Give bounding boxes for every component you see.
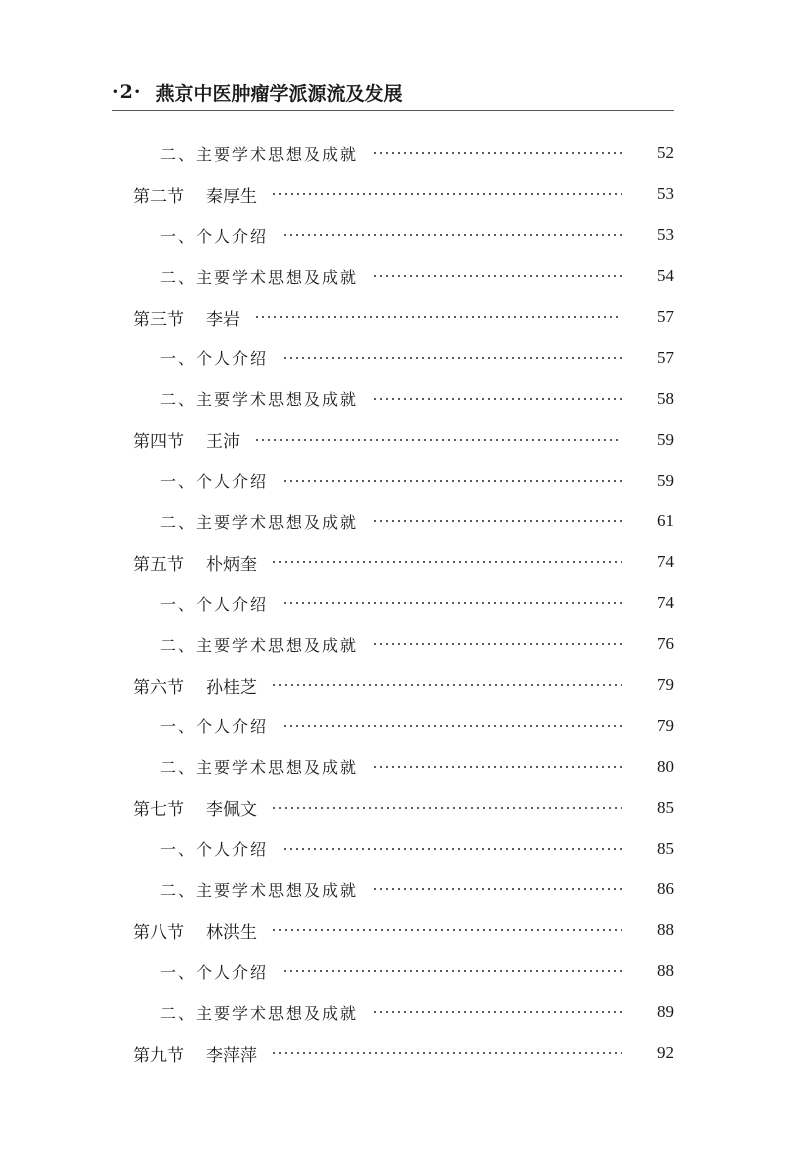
- toc-item-row[interactable]: [0, 501, 800, 542]
- toc-item-row[interactable]: [0, 337, 800, 378]
- dot-leader: [271, 807, 622, 809]
- dot-leader: [282, 848, 622, 850]
- toc-section-row[interactable]: [0, 542, 800, 583]
- toc-item-row[interactable]: [0, 951, 800, 992]
- toc-item-row[interactable]: [0, 705, 800, 746]
- toc-page-number: 74: [657, 593, 674, 613]
- dot-leader: [271, 1052, 622, 1054]
- dot-leader: [282, 602, 622, 604]
- toc-page-number: 53: [657, 225, 674, 245]
- toc-item-row[interactable]: [0, 583, 800, 624]
- dot-leader: [372, 888, 622, 890]
- toc-page-number: 53: [657, 184, 674, 204]
- section-label: 第六节: [133, 677, 184, 698]
- toc-title: 二、主要学术思想及成就: [160, 880, 359, 900]
- dot-leader: [282, 970, 622, 972]
- toc-item-row[interactable]: [0, 215, 800, 256]
- toc-item-row[interactable]: [0, 624, 800, 665]
- dot-leader: [372, 643, 622, 645]
- toc-item-row[interactable]: [0, 133, 800, 174]
- toc-title: 一、个人介绍: [160, 962, 269, 982]
- toc-item-row[interactable]: [0, 869, 800, 910]
- toc-page-number: 79: [657, 675, 674, 695]
- dot-leader: [372, 398, 622, 400]
- toc-item-row[interactable]: [0, 746, 800, 787]
- table-of-contents: [0, 133, 800, 1073]
- dot-leader: [282, 234, 622, 236]
- toc-title: 李岩: [206, 309, 240, 330]
- dot-leader: [271, 684, 622, 686]
- toc-item-row[interactable]: [0, 828, 800, 869]
- dot-leader: [254, 316, 622, 318]
- dot-leader: [372, 152, 622, 154]
- section-label: 第九节: [133, 1045, 184, 1066]
- toc-item-row[interactable]: [0, 992, 800, 1033]
- toc-title: 一、个人介绍: [160, 594, 269, 614]
- dot-leader: [372, 766, 622, 768]
- toc-title: 一、个人介绍: [160, 840, 269, 860]
- toc-title: 二、主要学术思想及成就: [160, 1003, 359, 1023]
- section-label: 第五节: [133, 554, 184, 575]
- toc-section-row[interactable]: [0, 1033, 800, 1074]
- book-title: 燕京中医肿瘤学派源流及发展: [155, 82, 403, 105]
- section-label: 第四节: [133, 432, 184, 453]
- toc-title: 秦厚生: [206, 186, 257, 207]
- section-label: 第七节: [133, 800, 184, 821]
- toc-title: 林洪生: [206, 922, 257, 943]
- running-header: [112, 78, 672, 106]
- toc-title: 一、个人介绍: [160, 349, 269, 369]
- toc-title: 孙桂芝: [206, 677, 257, 698]
- toc-title: 一、个人介绍: [160, 717, 269, 737]
- page-number: ·2·: [112, 81, 142, 103]
- toc-section-row[interactable]: [0, 665, 800, 706]
- toc-page-number: 80: [657, 756, 674, 776]
- toc-title: 二、主要学术思想及成就: [160, 512, 359, 532]
- toc-page-number: 58: [657, 388, 674, 408]
- dot-leader: [282, 357, 622, 359]
- toc-page-number: 85: [657, 838, 674, 858]
- toc-item-row[interactable]: [0, 256, 800, 297]
- toc-page-number: 88: [657, 961, 674, 981]
- toc-page-number: 85: [657, 797, 674, 817]
- toc-title: 二、主要学术思想及成就: [160, 144, 359, 164]
- toc-page-number: 79: [657, 715, 674, 735]
- toc-title: 一、个人介绍: [160, 226, 269, 246]
- toc-item-row[interactable]: [0, 460, 800, 501]
- toc-section-row[interactable]: [0, 419, 800, 460]
- dot-leader: [372, 520, 622, 522]
- toc-title: 一、个人介绍: [160, 472, 269, 492]
- toc-title: 李萍萍: [206, 1045, 257, 1066]
- toc-page-number: 76: [657, 634, 674, 654]
- dot-leader: [372, 275, 622, 277]
- toc-section-row[interactable]: [0, 910, 800, 951]
- dot-leader: [254, 439, 622, 441]
- toc-page-number: 86: [657, 879, 674, 899]
- section-label: 第三节: [133, 309, 184, 330]
- toc-page-number: 61: [657, 511, 674, 531]
- toc-page-number: 52: [657, 143, 674, 163]
- dot-leader: [271, 193, 622, 195]
- toc-title: 二、主要学术思想及成就: [160, 635, 359, 655]
- toc-section-row[interactable]: [0, 297, 800, 338]
- toc-page-number: 89: [657, 1002, 674, 1022]
- toc-title: 二、主要学术思想及成就: [160, 390, 359, 410]
- toc-page-number: 59: [657, 429, 674, 449]
- toc-section-row[interactable]: [0, 174, 800, 215]
- toc-page-number: 54: [657, 266, 674, 286]
- section-label: 第二节: [133, 186, 184, 207]
- toc-title: 二、主要学术思想及成就: [160, 758, 359, 778]
- dot-leader: [271, 561, 622, 563]
- toc-item-row[interactable]: [0, 378, 800, 419]
- toc-title: 李佩文: [206, 800, 257, 821]
- toc-page-number: 59: [657, 470, 674, 490]
- toc-page-number: 57: [657, 307, 674, 326]
- toc-page-number: 74: [657, 552, 674, 572]
- toc-title: 二、主要学术思想及成就: [160, 267, 359, 287]
- dot-leader: [271, 929, 622, 931]
- toc-page-number: 92: [657, 1043, 674, 1063]
- toc-title: 朴炳奎: [206, 554, 257, 575]
- section-label: 第八节: [133, 922, 184, 943]
- toc-page-number: 88: [657, 920, 674, 940]
- toc-section-row[interactable]: [0, 787, 800, 828]
- header-rule: [112, 110, 674, 111]
- dot-leader: [282, 725, 622, 727]
- dot-leader: [372, 1011, 622, 1013]
- dot-leader: [282, 480, 622, 482]
- toc-title: 王沛: [206, 432, 240, 453]
- toc-page-number: 57: [657, 347, 674, 367]
